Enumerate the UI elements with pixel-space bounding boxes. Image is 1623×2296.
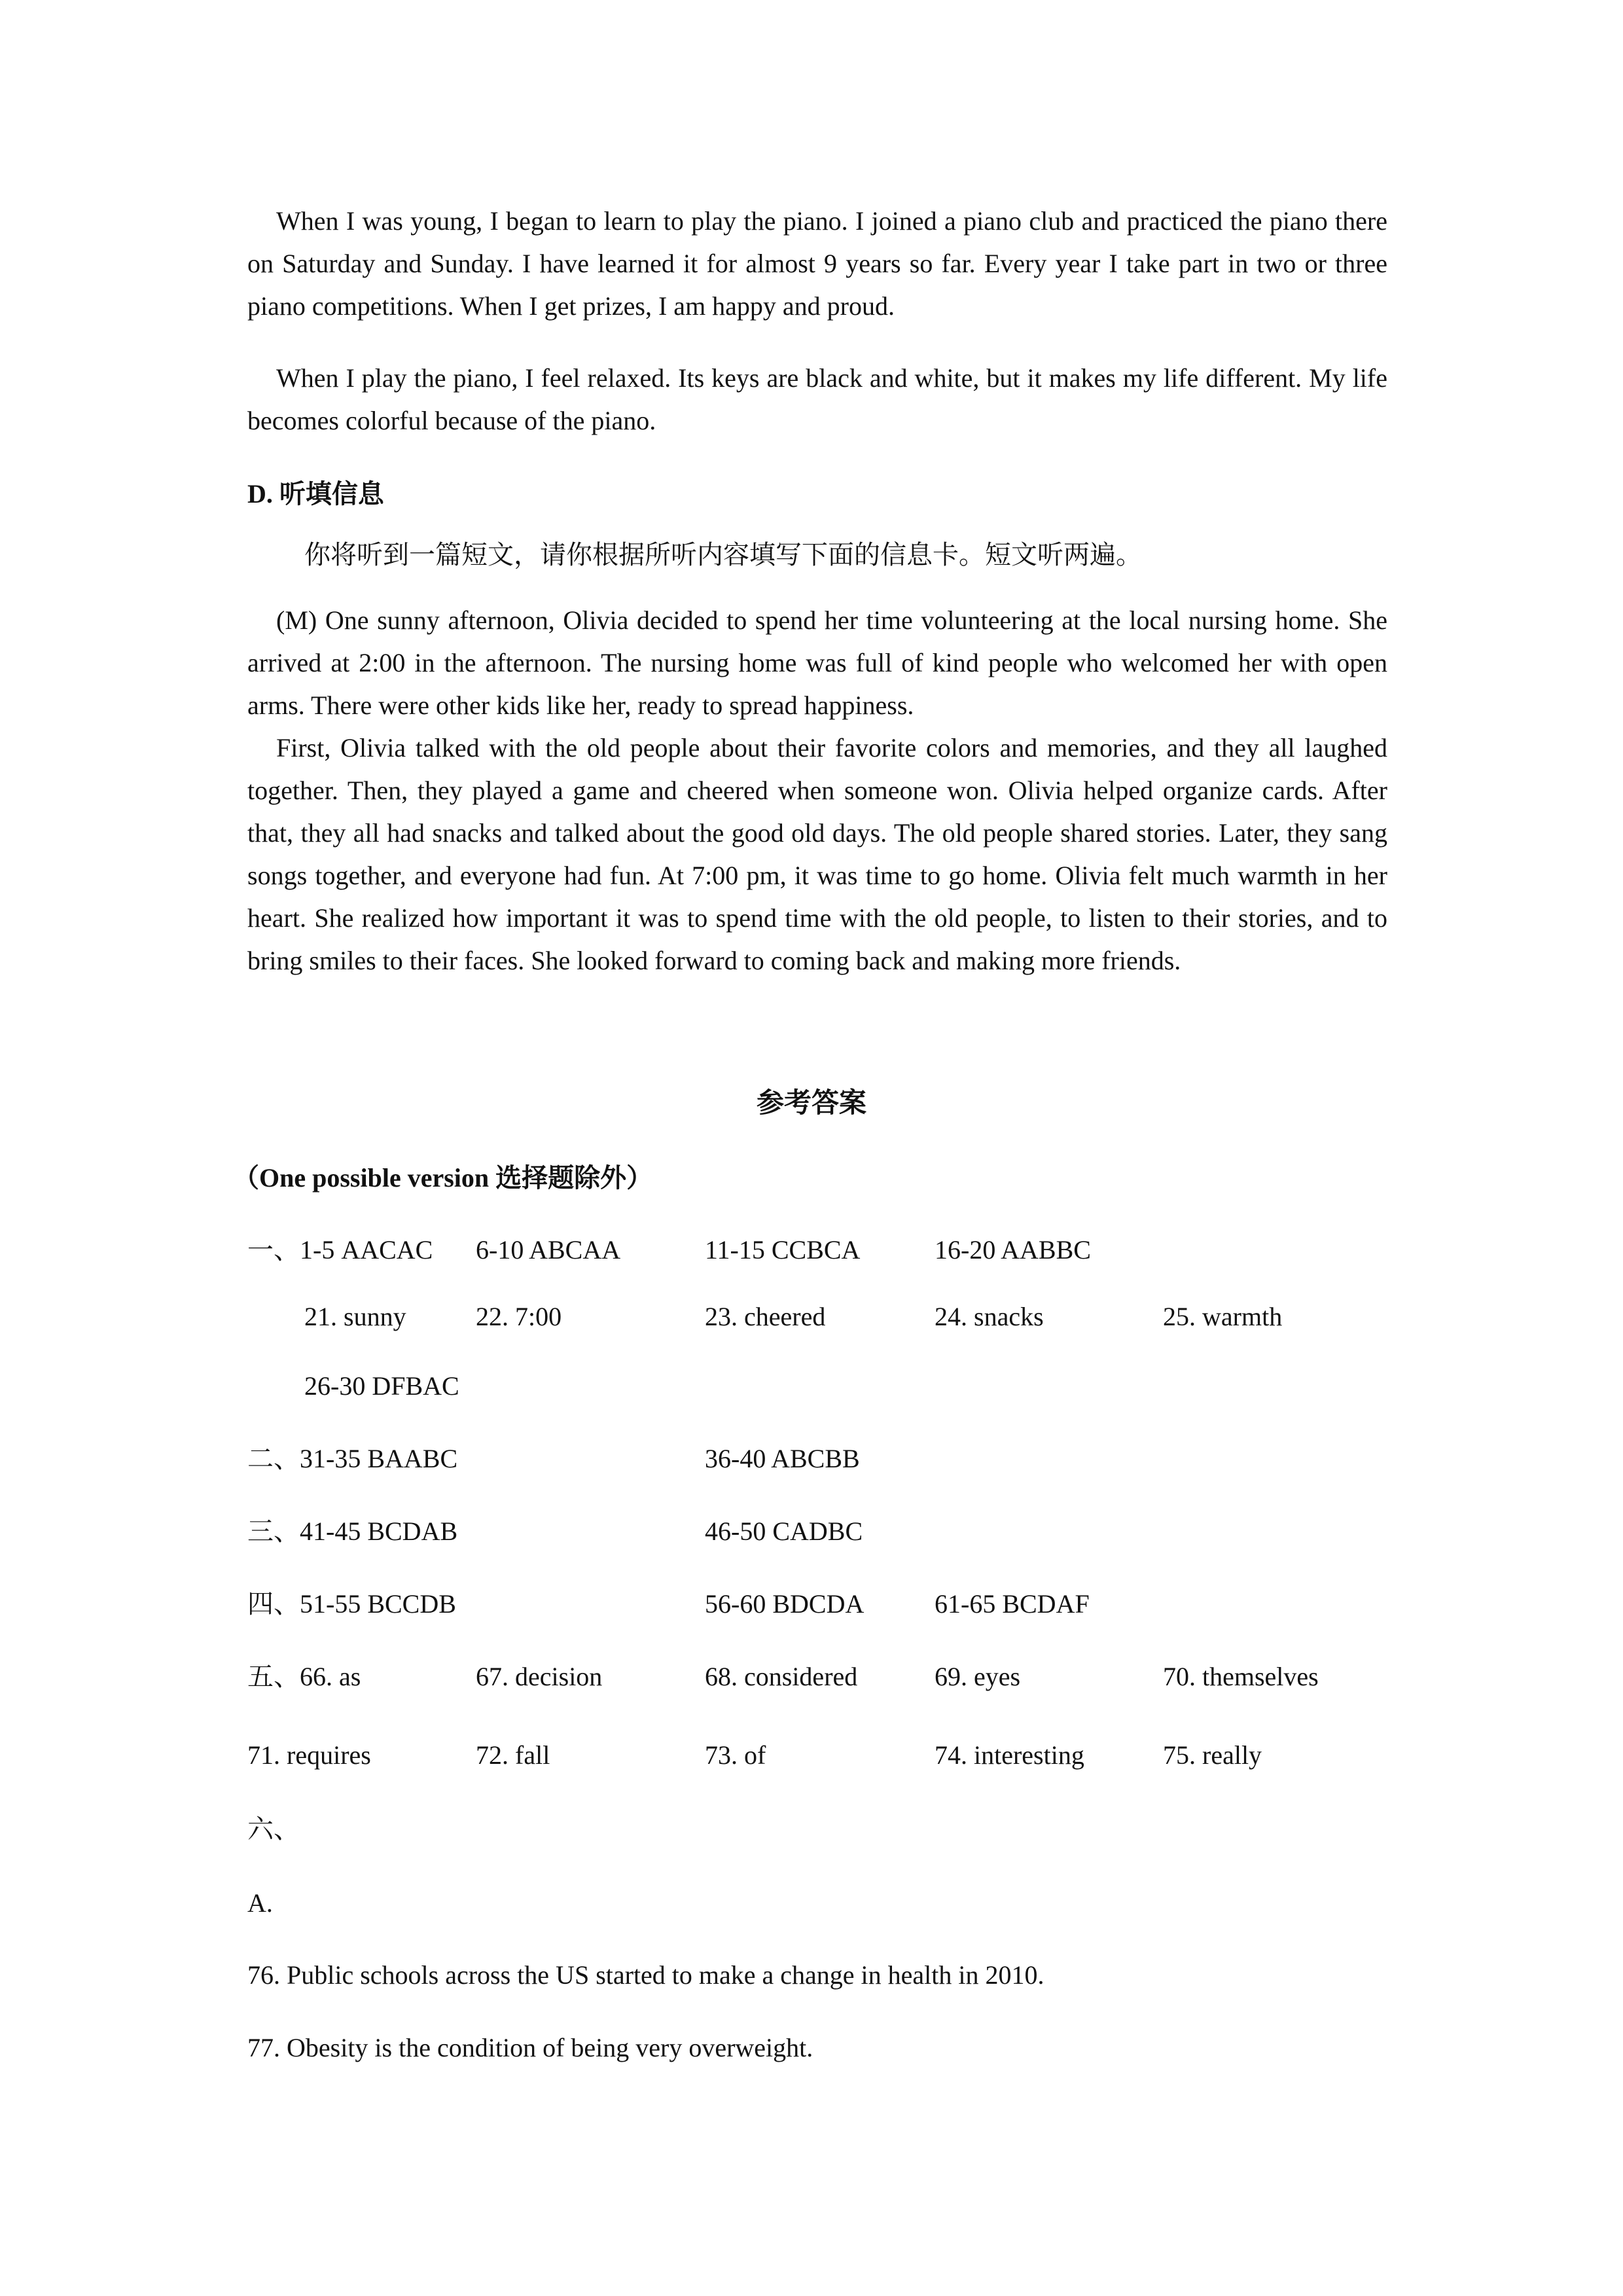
answer-cell: 68. considered bbox=[705, 1662, 858, 1691]
answer-row bbox=[247, 1512, 1387, 1551]
answer-cell: 16-20 AABBC bbox=[935, 1235, 1091, 1265]
answer-cell: 61-65 BCDAF bbox=[935, 1589, 1090, 1619]
answer-cell: 23. cheered bbox=[705, 1302, 826, 1331]
answer-row bbox=[304, 1297, 1387, 1336]
answer-row bbox=[247, 1585, 1387, 1624]
passage-paragraph: (M) One sunny afternoon, Olivia decided to spend her time volunteering at the local nursing home. She arrived at 2:00 in the afternoon. The nursing home was full of kind people who welcomed her with open arms. There were other kids like her, ready to spread happiness. bbox=[247, 605, 1387, 720]
answers-note: （One possible version 选择题除外） bbox=[233, 1163, 653, 1193]
answer-cell: 75. really bbox=[1163, 1740, 1262, 1770]
section-d-instruction: 你将听到一篇短文，请你根据所听内容填写下面的信息卡。短文听两遍。 bbox=[304, 540, 1142, 570]
section-d-heading: D. 听填信息 bbox=[247, 479, 384, 509]
answer-cell: 22. 7:00 bbox=[476, 1302, 562, 1331]
answer-cell: 21. sunny bbox=[304, 1302, 406, 1331]
answer-cell: 二、31-35 BAABC bbox=[247, 1444, 458, 1473]
answer-row bbox=[247, 1736, 1387, 1775]
answer-77: 77. Obesity is the condition of being very overweight. bbox=[247, 2033, 813, 2062]
answer-cell: 26-30 DFBAC bbox=[304, 1371, 459, 1401]
answer-row bbox=[247, 1230, 1387, 1270]
answer-cell: 6-10 ABCAA bbox=[476, 1235, 621, 1265]
answer-cell: 四、51-55 BCCDB bbox=[247, 1589, 456, 1619]
answer-cell: 70. themselves bbox=[1163, 1662, 1319, 1691]
piano-passage-2 bbox=[247, 357, 1387, 442]
listening-passage bbox=[247, 599, 1387, 982]
answer-cell: 74. interesting bbox=[935, 1740, 1084, 1770]
passage-paragraph: When I was young, I began to learn to play the piano. I joined a piano club and practiced the piano there on Saturday and Sunday. I have learned it for almost 9 years so far. Every year I take part in two or three piano competitions. When I get prizes, I am happy and proud. bbox=[247, 206, 1387, 321]
section-a-label: A. bbox=[247, 1888, 273, 1918]
passage-paragraph: When I play the piano, I feel relaxed. Its keys are black and white, but it makes my life different. My life becomes colorful because of the piano. bbox=[247, 363, 1387, 435]
answer-row bbox=[247, 1657, 1387, 1696]
answer-cell: 11-15 CCBCA bbox=[705, 1235, 861, 1265]
answers-title: 参考答案 bbox=[756, 1086, 866, 1119]
answer-cell: 25. warmth bbox=[1163, 1302, 1283, 1331]
answer-cell: 五、66. as bbox=[247, 1662, 361, 1691]
answer-cell: 56-60 BDCDA bbox=[705, 1589, 865, 1619]
answer-cell: 72. fall bbox=[476, 1740, 550, 1770]
answer-cell: 71. requires bbox=[247, 1740, 371, 1770]
answer-row bbox=[247, 1439, 1387, 1479]
answer-cell: 67. decision bbox=[476, 1662, 603, 1691]
passage-paragraph: First, Olivia talked with the old people about their favorite colors and memories, and they all laughed together. Then, they played a game and cheered when someone won. Olivia helped organize cards. After that, they all had snacks and talked about the good old days. The old people shared stories. Later, they sang songs together, and everyone had fun. At 7:00 pm, it was time to go home. Olivia felt much warmth in her heart. She realized how important it was to spend time with the old people, to listen to their stories, and to bring smiles to their faces. She looked forward to coming back and making more friends. bbox=[247, 733, 1387, 975]
answer-76: 76. Public schools across the US started to make a change in health in 2010. bbox=[247, 1960, 1044, 1990]
piano-passage bbox=[247, 200, 1387, 327]
answer-cell: 73. of bbox=[705, 1740, 766, 1770]
answer-row bbox=[304, 1367, 1387, 1406]
answer-cell: 36-40 ABCBB bbox=[705, 1444, 860, 1473]
answer-cell: 69. eyes bbox=[935, 1662, 1021, 1691]
section-six-label: 六、 bbox=[247, 1814, 300, 1844]
answer-cell: 24. snacks bbox=[935, 1302, 1044, 1331]
answer-cell: 三、41-45 BCDAB bbox=[247, 1516, 458, 1546]
answer-cell: 一、1-5 AACAC bbox=[247, 1235, 433, 1265]
answer-cell: 46-50 CADBC bbox=[705, 1516, 863, 1546]
